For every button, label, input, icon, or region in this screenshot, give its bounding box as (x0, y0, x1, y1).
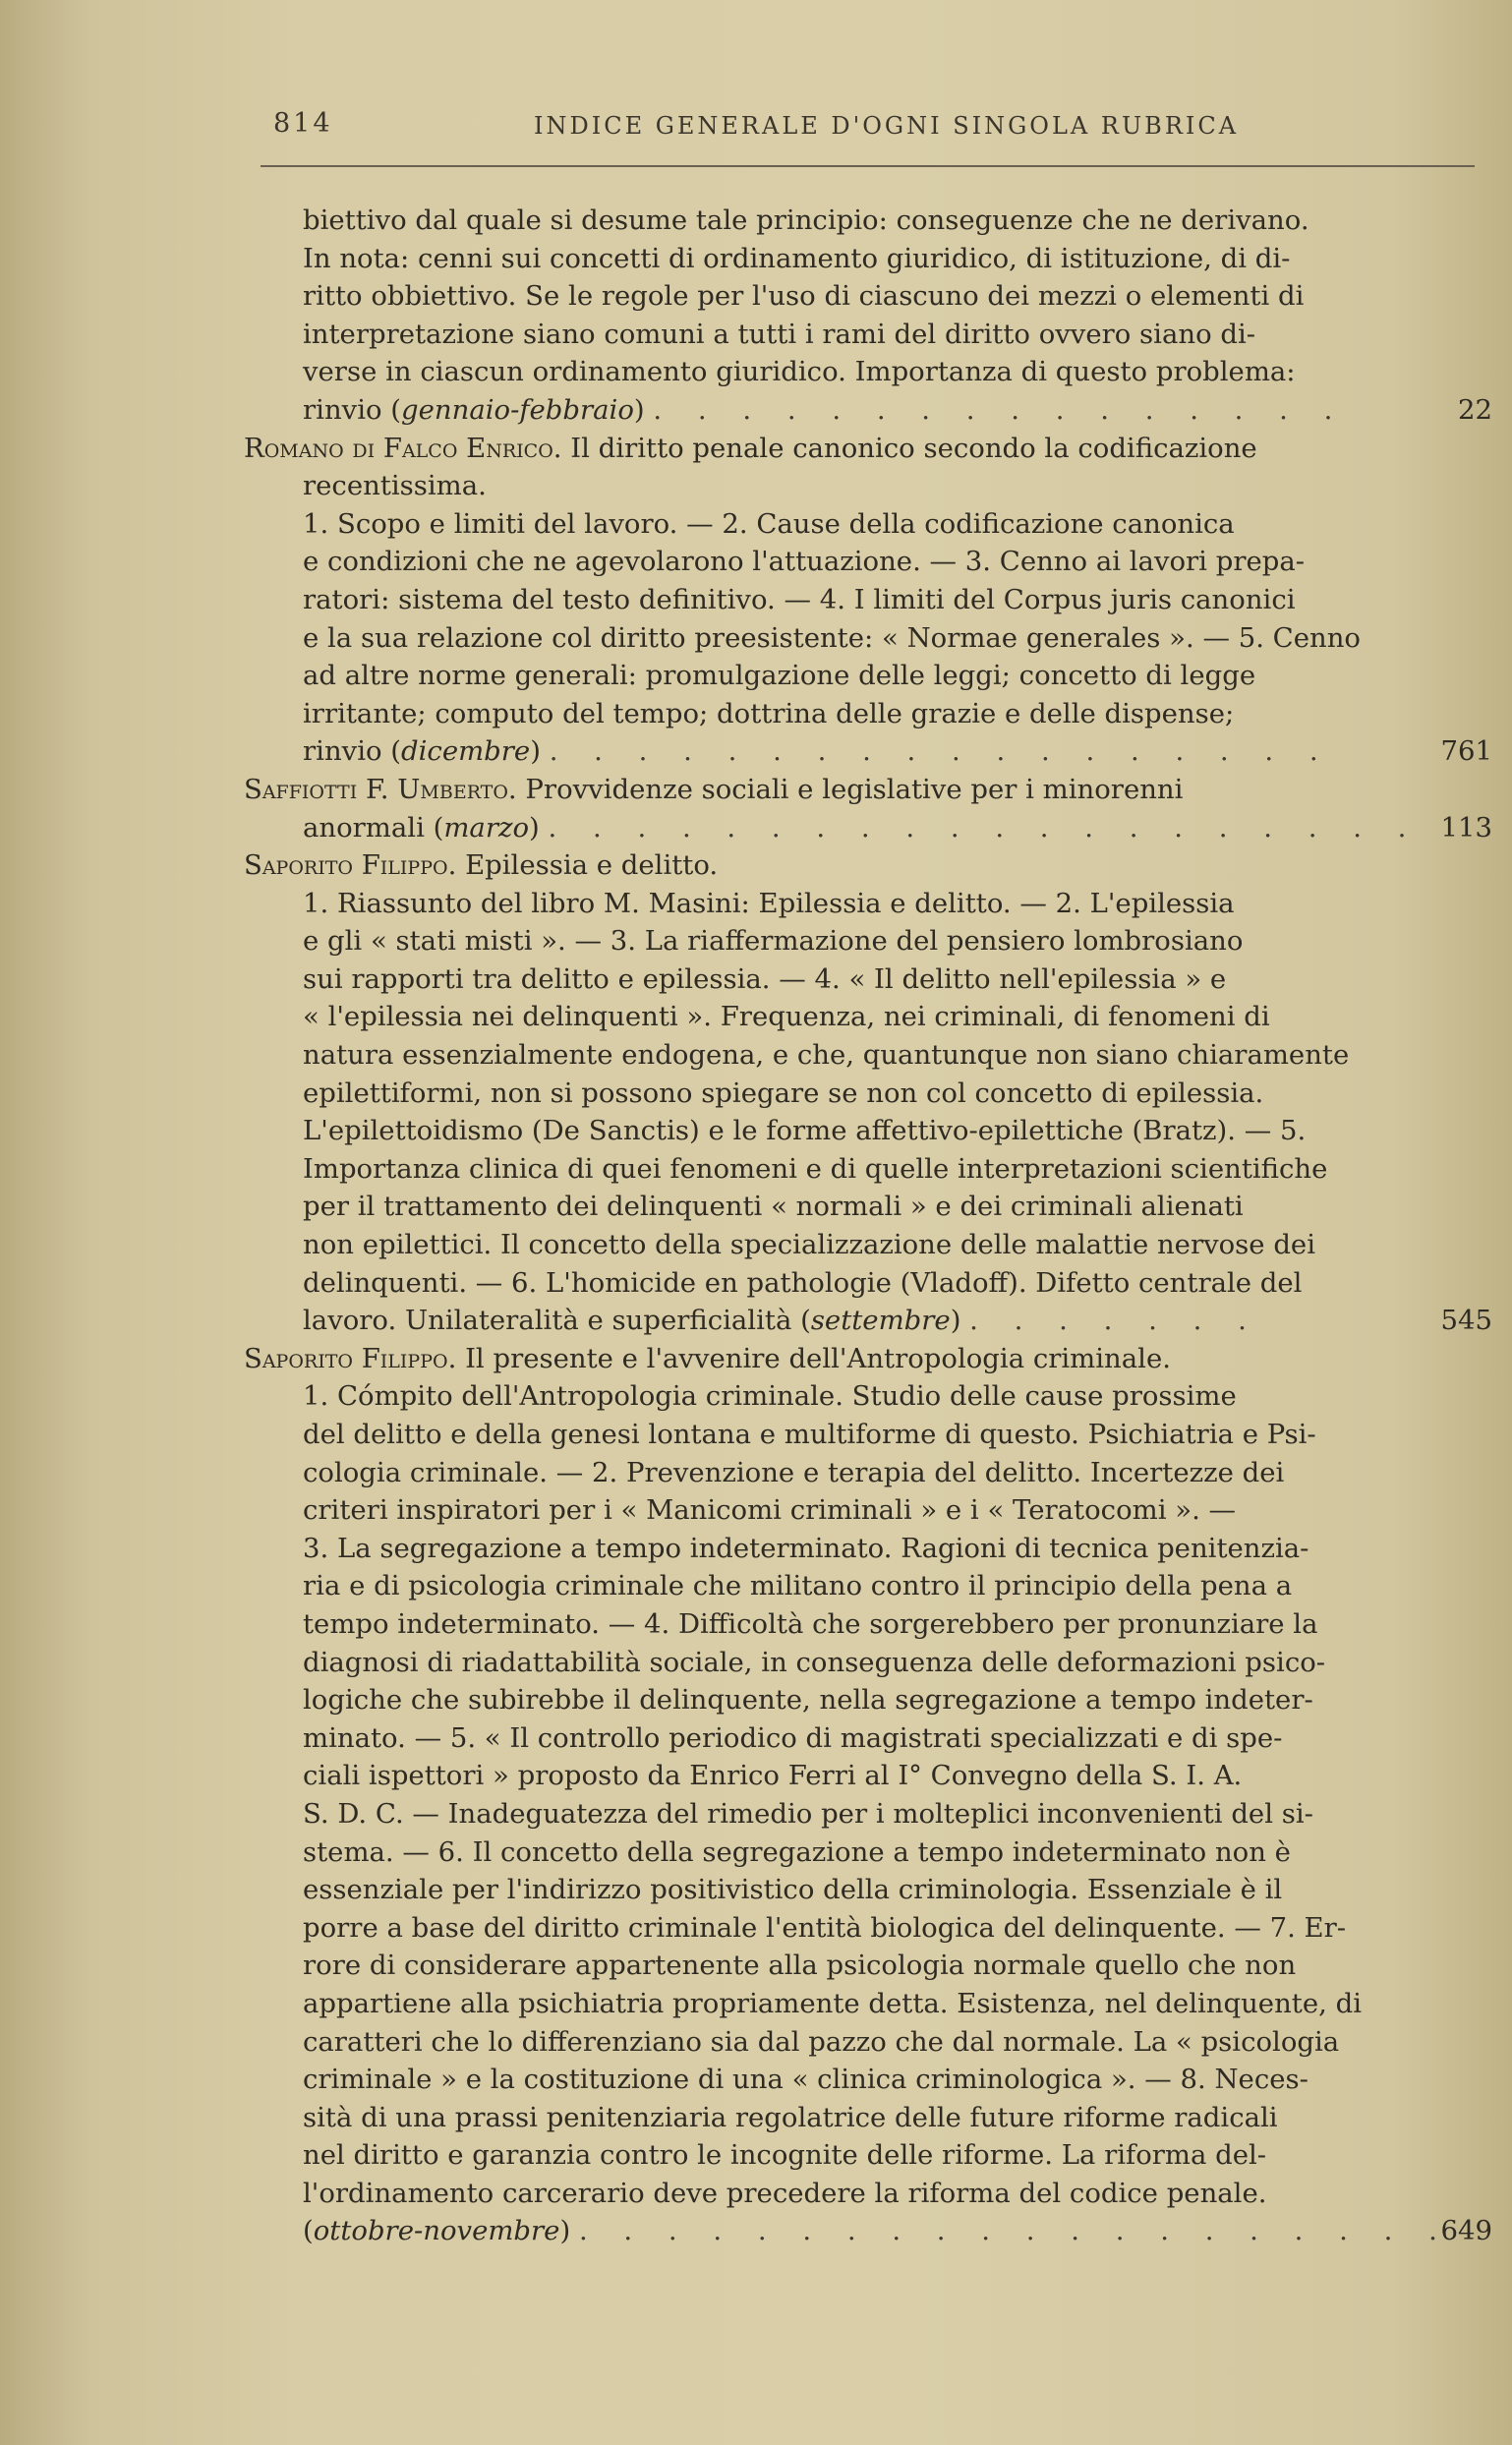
entry-last-line (244, 1302, 1492, 1340)
entry-ref-prefix: rinvio ( (303, 393, 402, 426)
index-entry (244, 846, 1492, 1340)
entry-page-ref: 649 (1440, 2215, 1492, 2247)
entry-line: logiche che subirebbe il delinquente, nella segregazione a tempo indeter- (303, 1684, 1313, 1717)
entry-month: marzo (443, 811, 530, 844)
entry-line: criminale » e la costituzione di una « clinica criminologica ». — 8. Neces- (303, 2064, 1308, 2096)
entry-last-line (244, 809, 1492, 847)
entry-line: nel diritto e garanzia contro le incognite delle riforme. La riforma del- (303, 2139, 1267, 2172)
entry-line: irritante; computo del tempo; dottrina delle grazie e delle dispense; (303, 697, 1235, 729)
entry-line: L'epilettoidismo (De Sanctis) e le forme affettivo-epilettiche (Bratz). — 5. (303, 1115, 1307, 1147)
leader-dots: . . . . . . . . . . . . . . . . . . (549, 735, 1332, 768)
entry-line: In nota: cenni sui concetti di ordinamento giuridico, di istituzione, di di- (303, 242, 1291, 274)
index-entry (244, 202, 1492, 430)
entry-line: stema. — 6. Il concetto della segregazione a tempo indeterminato non è (303, 1835, 1291, 1868)
entry-line: ria e di psicologia criminale che militano contro il principio della pena a (303, 1570, 1293, 1602)
entry-author: Saporito Filippo. (244, 849, 457, 882)
entry-line: epilettiformi, non si possono spiegare se non col concetto di epilessia. (303, 1077, 1264, 1109)
entry-page-ref: 22 (1458, 393, 1492, 426)
entry-ref-prefix: anormali ( (303, 811, 444, 844)
entry-line: 1. Scopo e limiti del lavoro. — 2. Cause della codificazione canonica (303, 507, 1235, 540)
entry-line: ritto obbiettivo. Se le regole per l'uso di ciascuno dei mezzi o elementi di (303, 280, 1305, 313)
leader-dots: . . . . . . . . . . . . . . . . . . . . (548, 811, 1421, 844)
entry-title: Epilessia e delitto. (456, 849, 719, 882)
entry-line: recentissima. (303, 470, 487, 502)
entry-line: essenziale per l'indirizzo positivistico della criminologia. Essenziale è il (303, 1874, 1283, 1906)
entry-line: cologia criminale. — 2. Prevenzione e terapia del delitto. Incertezze dei (303, 1456, 1285, 1488)
running-header (273, 108, 1256, 147)
page-number: 814 (273, 108, 333, 139)
entry-line: 1. Riassunto del libro M. Masini: Epilessia e delitto. — 2. L'epilessia (303, 887, 1235, 919)
entry-line: ad altre norme generali: promulgazione delle leggi; concetto di legge (303, 660, 1256, 692)
entry-author: Romano di Falco Enrico. (244, 432, 562, 464)
leader-dots: . . . . . . . . . . . . . . . . (653, 393, 1347, 426)
entry-line: e la sua relazione col diritto preesistente: « Normae generales ». — 5. Cenno (303, 621, 1361, 654)
entry-line: Importanza clinica di quei fenomeni e di quelle interpretazioni scientifiche (303, 1152, 1328, 1185)
entry-month: gennaio-febbraio (401, 393, 634, 426)
entry-line: 3. La segregazione a tempo indeterminato. Ragioni di tecnica penitenzia- (303, 1532, 1309, 1564)
index-entry (244, 430, 1492, 771)
entry-line: per il trattamento dei delinquenti « normali » e dei criminali alienati (303, 1191, 1244, 1223)
entry-line: caratteri che lo differenziano sia dal pazzo che dal normale. La « psicologia (303, 2025, 1340, 2058)
entry-page-ref: 545 (1440, 1305, 1492, 1337)
entry-title: Il diritto penale canonico secondo la codificazione (561, 432, 1257, 464)
entry-line: e condizioni che ne agevolarono l'attuazione. — 3. Cenno ai lavori prepa- (303, 546, 1306, 578)
index-entries (244, 202, 1492, 2250)
entry-page-ref: 761 (1440, 735, 1492, 768)
entry-line: del delitto e della genesi lontana e multiforme di questo. Psichiatria e Psi- (303, 1419, 1316, 1450)
entry-last-line (244, 2212, 1492, 2250)
entry-heading (244, 771, 1473, 809)
entry-author: Saporito Filippo. (244, 1342, 457, 1374)
index-entry (244, 1340, 1492, 2250)
entry-last-line (244, 732, 1492, 771)
entry-line: diagnosi di riadattabilità sociale, in conseguenza delle deformazioni psico- (303, 1646, 1326, 1678)
entry-line: sità di una prassi penitenziaria regolatrice delle future riforme radicali (303, 2101, 1278, 2133)
entry-line: l'ordinamento carcerario deve precedere la riforma del codice penale. (303, 2177, 1267, 2209)
entry-month: settembre (810, 1305, 951, 1337)
header-rule (261, 165, 1475, 167)
entry-heading (244, 846, 1473, 885)
entry-line: 1. Cómpito dell'Antropologia criminale. Studio delle cause prossime (303, 1380, 1237, 1413)
entry-author: Saffiotti F. Umberto. (244, 773, 517, 805)
entry-line: delinquenti. — 6. L'homicide en pathologie (Vladoff). Difetto centrale del (303, 1266, 1303, 1299)
entry-line: ciali ispettori » proposto da Enrico Ferri al I° Convegno della S. I. A. (303, 1760, 1243, 1792)
entry-line: criteri inspiratori per i « Manicomi criminali » e i « Teratocomi ». — (303, 1494, 1237, 1527)
entry-month: dicembre (401, 735, 531, 768)
entry-line: biettivo dal quale si desume tale principio: conseguenze che ne derivano. (303, 204, 1309, 236)
entry-line: sui rapporti tra delitto e epilessia. — 4. « Il delitto nell'epilessia » e (303, 962, 1227, 995)
entry-line: « l'epilessia nei delinquenti ». Frequenza, nei criminali, di fenomeni di (303, 1001, 1270, 1033)
entry-title: Provvidenze sociali e legislative per i minorenni (516, 773, 1184, 805)
entry-ref-prefix: lavoro. Unilateralità e superficialità ( (303, 1305, 811, 1337)
entry-line: e gli « stati misti ». — 3. La riaffermazione del pensiero lombrosiano (303, 925, 1244, 958)
entry-last-line (244, 391, 1492, 430)
entry-ref-suffix: ) (529, 811, 540, 844)
entry-ref-suffix: ) (530, 735, 541, 768)
running-title: INDICE GENERALE D'OGNI SINGOLA RUBRICA (534, 112, 1240, 140)
entry-ref-suffix: ) (633, 393, 645, 426)
entry-ref-prefix: rinvio ( (303, 735, 402, 768)
entry-title: Il presente e l'avvenire dell'Antropologia criminale. (456, 1342, 1171, 1374)
entry-line: tempo indeterminato. — 4. Difficoltà che sorgerebbero per pronunziare la (303, 1607, 1318, 1640)
entry-page-ref: 113 (1440, 811, 1492, 844)
entry-line: verse in ciascun ordinamento giuridico. Importanza di questo problema: (303, 356, 1296, 388)
entry-line: S. D. C. — Inadeguatezza del rimedio per i molteplici inconvenienti del si- (303, 1797, 1313, 1830)
entry-ref-suffix: ) (559, 2215, 571, 2247)
entry-line: natura essenzialmente endogena, e che, quantunque non siano chiaramente (303, 1039, 1350, 1072)
entry-heading (244, 1340, 1473, 1378)
leader-dots: . . . . . . . (969, 1305, 1260, 1337)
entry-heading (244, 430, 1473, 468)
entry-line: appartiene alla psichiatria propriamente detta. Esistenza, nel delinquente, di (303, 1987, 1362, 2019)
entry-month: ottobre-novembre (313, 2215, 560, 2247)
entry-line: ratori: sistema del testo definitivo. — 4. I limiti del Corpus juris canonici (303, 583, 1296, 615)
leader-dots: . . . . . . . . . . . . . . . . . . . . (578, 2215, 1451, 2247)
entry-line: interpretazione siano comuni a tutti i rami del diritto ovvero siano di- (303, 318, 1256, 350)
index-entry (244, 771, 1492, 846)
entry-line: porre a base del diritto criminale l'entità biologica del delinquente. — 7. Er- (303, 1911, 1347, 1944)
entry-line: rore di considerare appartenente alla psicologia normale quello che non (303, 1950, 1297, 1982)
entry-line: minato. — 5. « Il controllo periodico di magistrati specializzati e di spe- (303, 1721, 1283, 1754)
entry-ref-suffix: ) (950, 1305, 961, 1337)
entry-line: non epilettici. Il concetto della specializzazione delle malattie nervose dei (303, 1229, 1315, 1261)
entry-ref-prefix: ( (303, 2215, 314, 2247)
